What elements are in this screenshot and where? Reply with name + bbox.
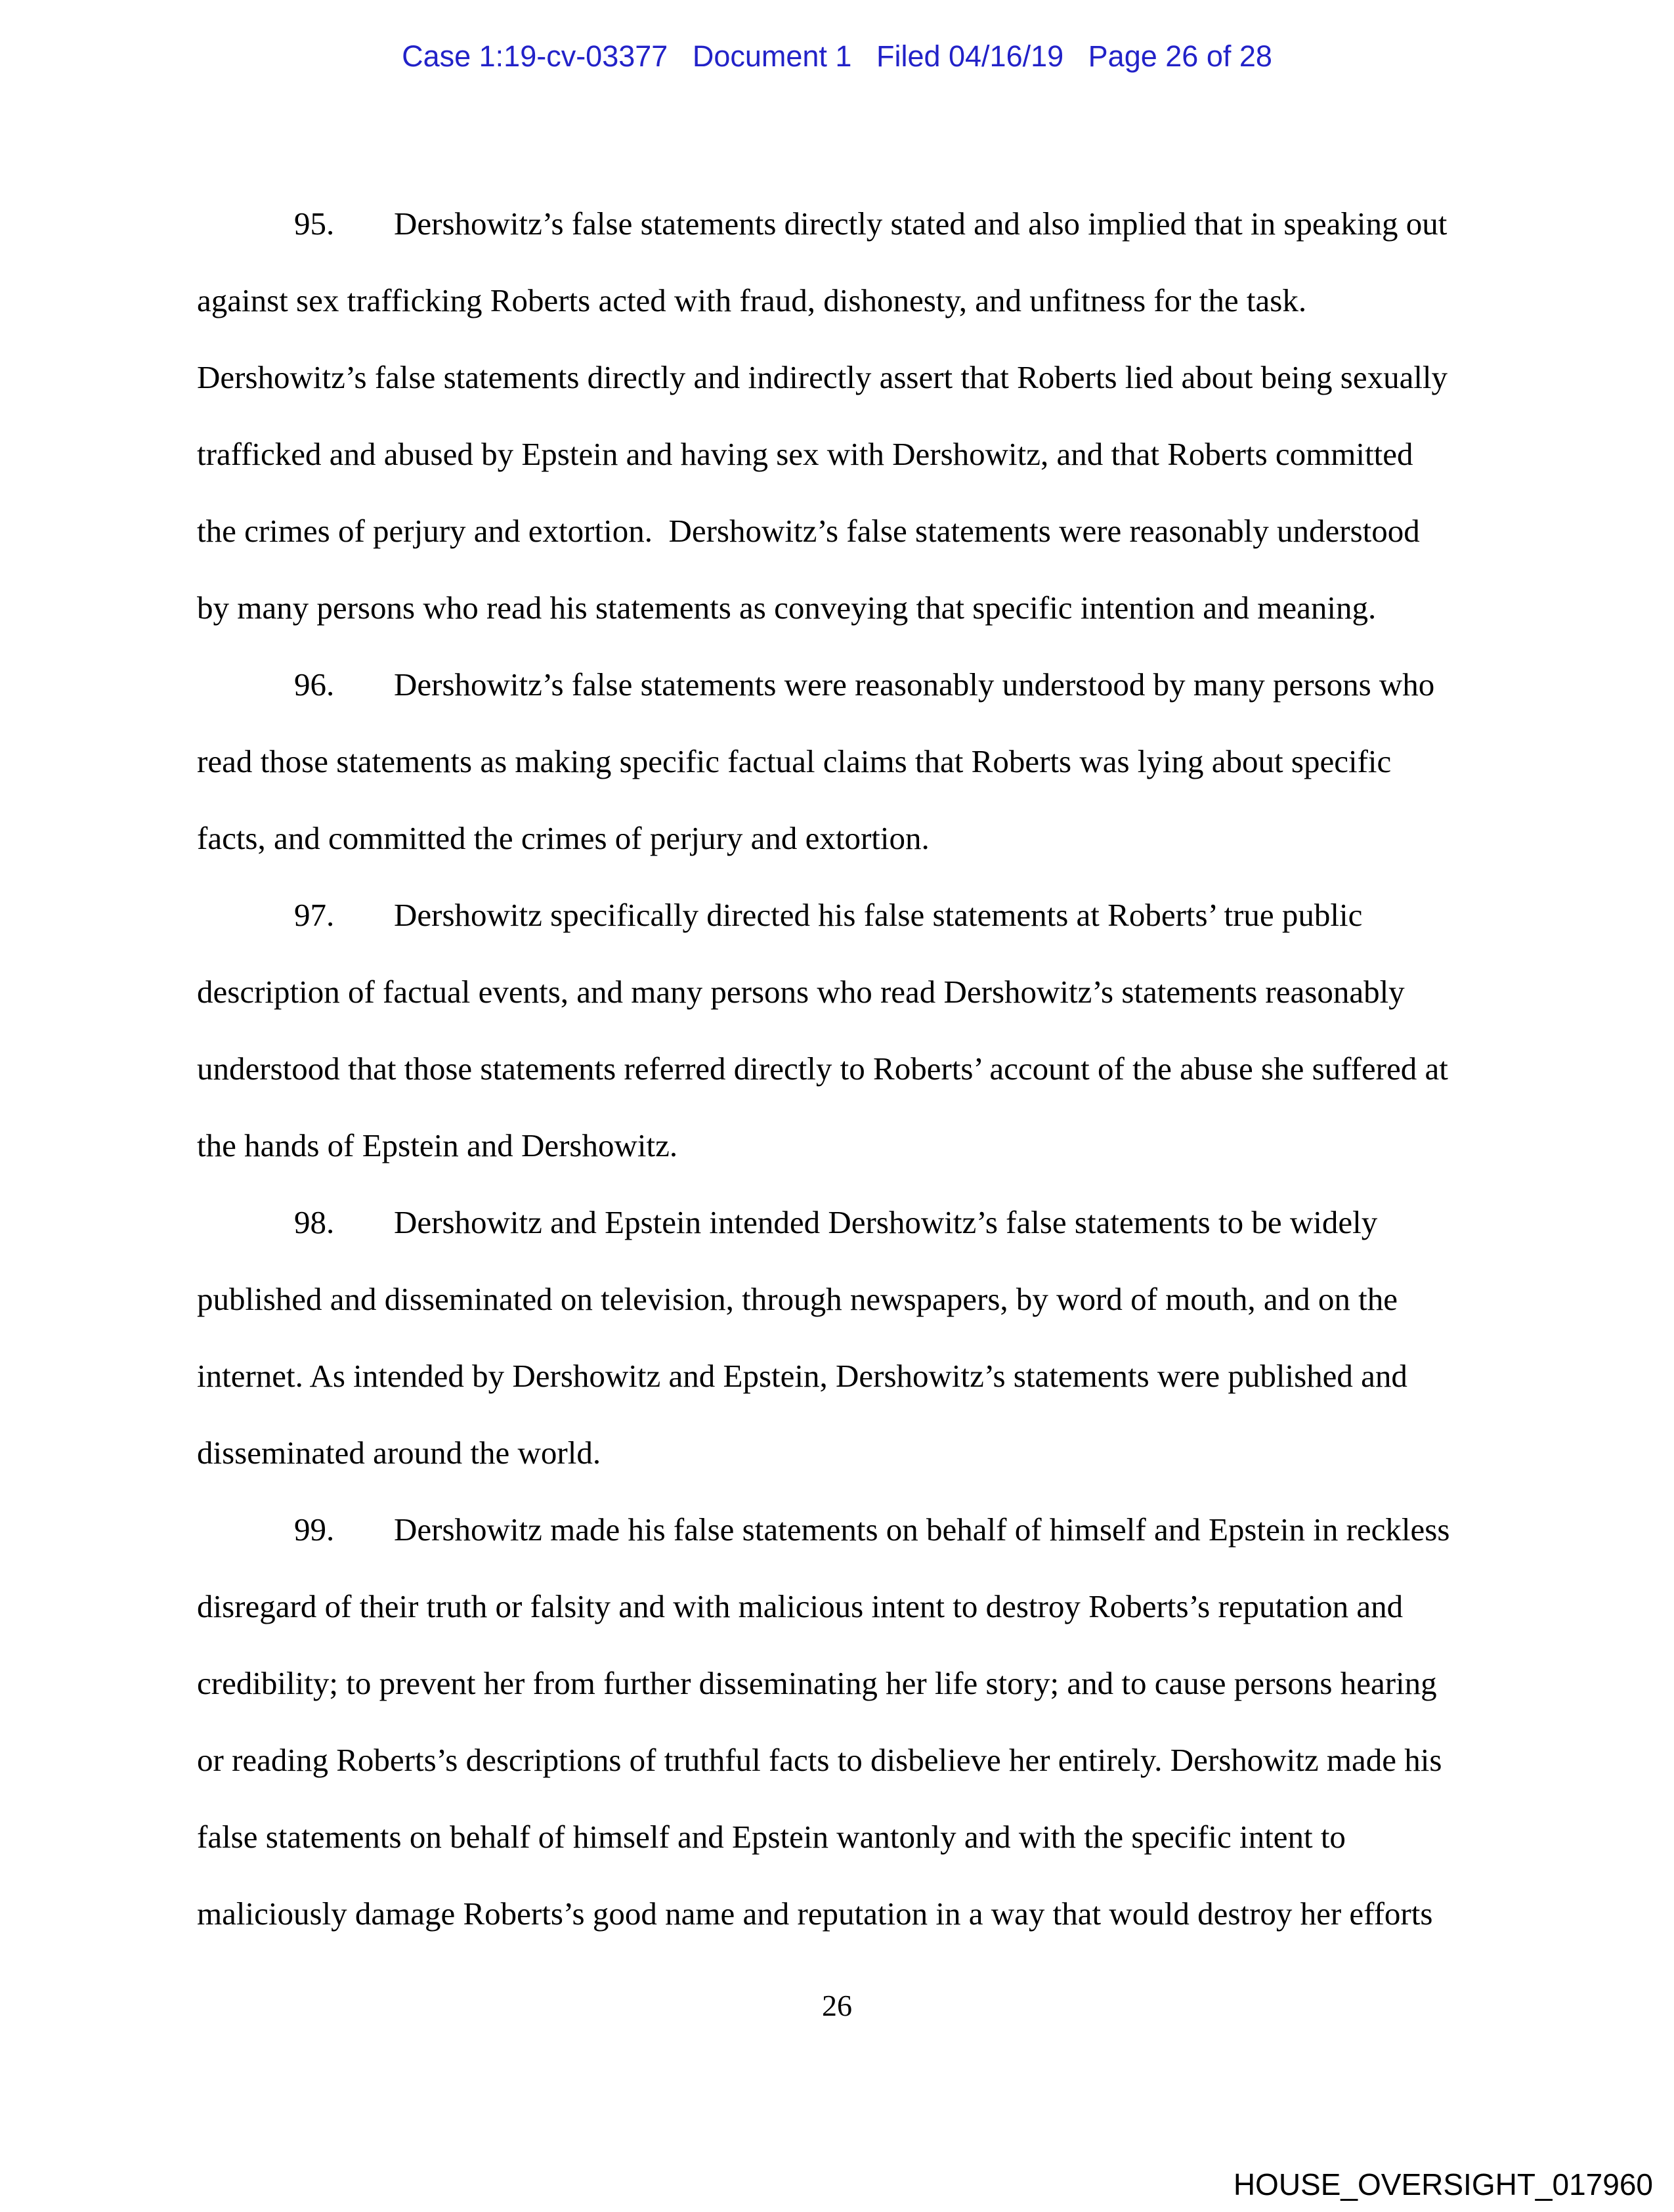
- paragraph-line: disseminated around the world.: [197, 1435, 601, 1471]
- paragraph-line: internet. As intended by Dershowitz and Epstein, Dershowitz’s statements were published and: [197, 1358, 1407, 1394]
- paragraph-line: against sex trafficking Roberts acted with fraud, dishonesty, and unfitness for the task.: [197, 282, 1307, 318]
- paragraph-95: [197, 185, 1503, 646]
- paragraph-line: published and disseminated on television, through newspapers, by word of mouth, and on the: [197, 1281, 1398, 1317]
- page-number: 26: [822, 1989, 852, 2022]
- paragraph-line: the crimes of perjury and extortion. Dershowitz’s false statements were reasonably understood: [197, 513, 1420, 549]
- paragraph-line: facts, and committed the crimes of perjury and extortion.: [197, 820, 930, 856]
- paragraph-98: [197, 1184, 1503, 1491]
- bates-number: HOUSE_OVERSIGHT_017960: [1233, 2167, 1653, 2201]
- paragraph-text: Dershowitz made his false statements on behalf of himself and Epstein in reckless: [394, 1511, 1450, 1548]
- paragraph-text: Dershowitz specifically directed his false statements at Roberts’ true public: [394, 897, 1363, 933]
- paragraph-line: by many persons who read his statements as conveying that specific intention and meaning.: [197, 590, 1377, 626]
- paragraph-line: disregard of their truth or falsity and with malicious intent to destroy Roberts’s reputation and: [197, 1588, 1404, 1624]
- paragraph-line: description of factual events, and many persons who read Dershowitz’s statements reasonably: [197, 974, 1405, 1010]
- document-body: [197, 185, 1503, 1952]
- paragraph-line: the hands of Epstein and Dershowitz.: [197, 1127, 678, 1163]
- paragraph-first-line: [197, 1491, 1503, 1568]
- paragraph-first-line: [197, 877, 1503, 953]
- paragraph-text: Dershowitz and Epstein intended Dershowitz’s false statements to be widely: [394, 1204, 1378, 1240]
- paragraph-number: 98.: [294, 1204, 335, 1240]
- paragraph-line: false statements on behalf of himself and Epstein wantonly and with the specific intent to: [197, 1819, 1346, 1855]
- paragraph-line: understood that those statements referred directly to Roberts’ account of the abuse she suffered at: [197, 1051, 1448, 1087]
- paragraph-number: 95.: [294, 206, 335, 242]
- paragraph-line: read those statements as making specific factual claims that Roberts was lying about specific: [197, 743, 1392, 779]
- paragraph-99: [197, 1491, 1503, 1952]
- paragraph-number: 96.: [294, 666, 335, 703]
- paragraph-line: or reading Roberts’s descriptions of truthful facts to disbelieve her entirely. Dershowitz made his: [197, 1742, 1442, 1778]
- paragraph-97: [197, 877, 1503, 1184]
- paragraph-line: credibility; to prevent her from further disseminating her life story; and to cause persons hearing: [197, 1665, 1437, 1701]
- paragraph-number: 99.: [294, 1511, 335, 1548]
- paragraph-first-line: [197, 185, 1503, 262]
- paragraph-first-line: [197, 1184, 1503, 1261]
- paragraph-line: trafficked and abused by Epstein and having sex with Dershowitz, and that Roberts committed: [197, 436, 1413, 472]
- case-caption-header: Case 1:19-cv-03377 Document 1 Filed 04/16/19 Page 26 of 28: [402, 39, 1272, 73]
- paragraph-number: 97.: [294, 897, 335, 933]
- paragraph-first-line: [197, 646, 1503, 723]
- paragraph-line: maliciously damage Roberts’s good name and reputation in a way that would destroy her efforts: [197, 1896, 1433, 1932]
- paragraph-96: [197, 646, 1503, 877]
- paragraph-line: Dershowitz’s false statements directly and indirectly assert that Roberts lied about being sexually: [197, 359, 1448, 395]
- paragraph-text: Dershowitz’s false statements were reasonably understood by many persons who: [394, 666, 1435, 703]
- paragraph-text: Dershowitz’s false statements directly stated and also implied that in speaking out: [394, 206, 1448, 242]
